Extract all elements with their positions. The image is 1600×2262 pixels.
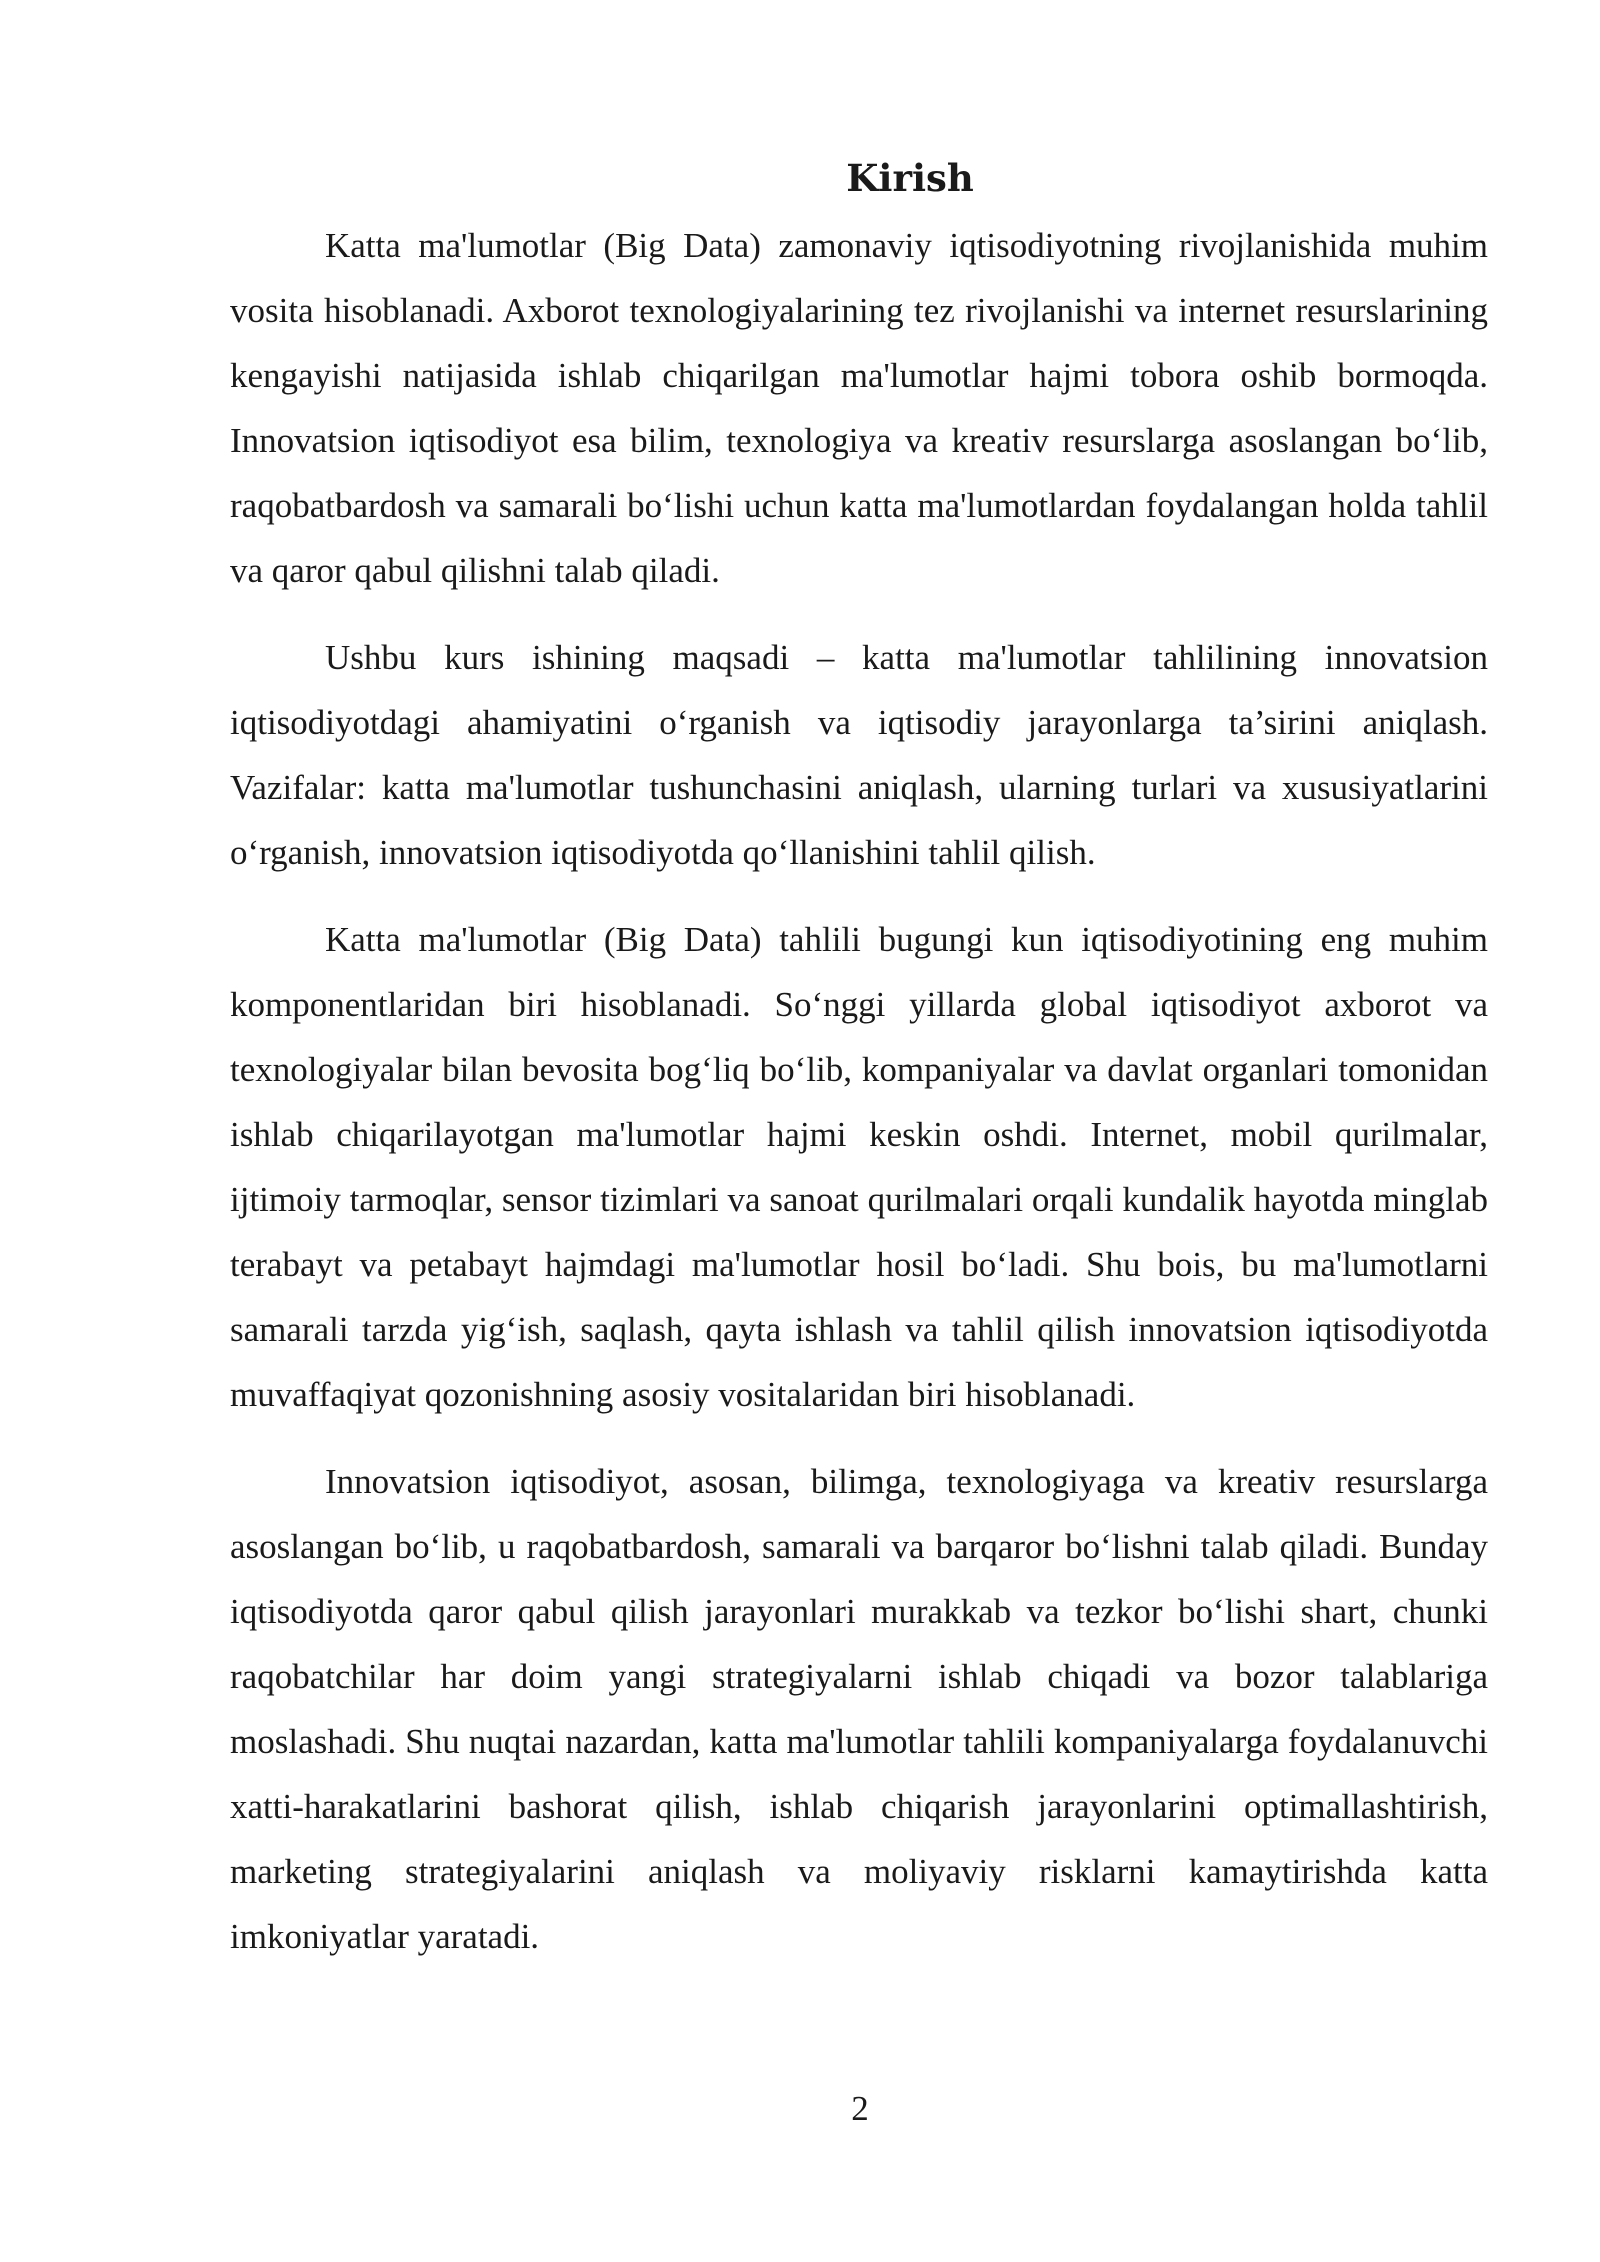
body-text xyxy=(230,213,1488,1991)
paragraph-intro: Katta ma'lumotlar (Big Data) zamonaviy iqtisodiyotning rivojlanishida muhim vosita hisoblanadi. Axborot texnologiyalarining tez rivojlanishi va internet resurslarining kengayishi natijasida ishlab chiqarilgan ma'lumotlar hajmi tobora oshib bormoqda. Innovatsion iqtisodiyot esa bilim, texnologiya va kreativ resurslarga asoslangan bo‘lib, raqobatbardosh va samarali bo‘lishi uchun katta ma'lumotlardan foydalangan holda tahlil va qaror qabul qilishni talab qiladi. xyxy=(230,226,1488,590)
page-number: 2 xyxy=(851,2089,869,2128)
paragraph-innovation: Innovatsion iqtisodiyot, asosan, bilimga, texnologiyaga va kreativ resurslarga asoslangan bo‘lib, u raqobatbardosh, samarali va barqaror bo‘lishni talab qiladi. Bunday iqtisodiyotda qaror qabul qilish jarayonlari murakkab va tezkor bo‘lishi shart, chunki raqobatchilar har doim yangi strategiyalarni ishlab chiqadi va bozor talablariga moslashadi. Shu nuqtai nazardan, katta ma'lumotlar tahlili kompaniyalarga foydalanuvchi xatti-harakatlarini bashorat qilish, ishlab chiqarish jarayonlarini optimallashtirish, marketing strategiyalarini aniqlash va moliyaviy risklarni kamaytirishda katta imkoniyatlar yaratadi. xyxy=(230,1462,1488,1956)
section-heading: Kirish xyxy=(846,156,974,200)
paragraph-goals: Ushbu kurs ishining maqsadi – katta ma'lumotlar tahlilining innovatsion iqtisodiyotdagi ahamiyatini o‘rganish va iqtisodiy jarayonlarga ta’sirini aniqlash. Vazifalar: katta ma'lumotlar tushunchasini aniqlash, ularning turlari va xususiyatlarini o‘rganish, innovatsion iqtisodiyotda qo‘llanishini tahlil qilish. xyxy=(230,638,1488,872)
paragraph-big-data: Katta ma'lumotlar (Big Data) tahlili bugungi kun iqtisodiyotining eng muhim komponentlaridan biri hisoblanadi. So‘nggi yillarda global iqtisodiyot axborot va texnologiyalar bilan bevosita bog‘liq bo‘lib, kompaniyalar va davlat organlari tomonidan ishlab chiqarilayotgan ma'lumotlar hajmi keskin oshdi. Internet, mobil qurilmalar, ijtimoiy tarmoqlar, sensor tizimlari va sanoat qurilmalari orqali kundalik hayotda minglab terabayt va petabayt hajmdagi ma'lumotlar hosil bo‘ladi. Shu bois, bu ma'lumotlarni samarali tarzda yig‘ish, saqlash, qayta ishlash va tahlil qilish innovatsion iqtisodiyotda muvaffaqiyat qozonishning asosiy vositalaridan biri hisoblanadi. xyxy=(230,920,1488,1414)
